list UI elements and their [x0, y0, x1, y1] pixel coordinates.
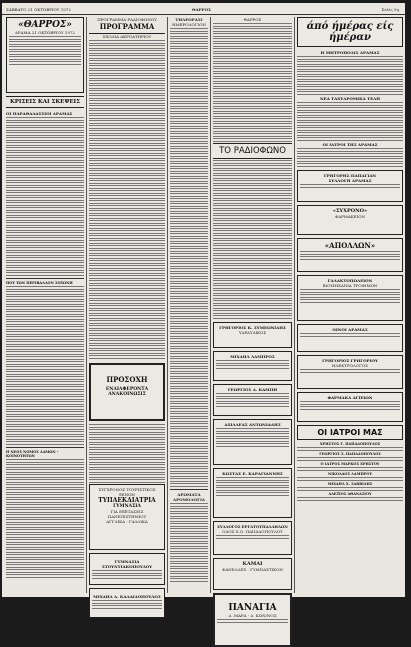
ad-kamai-sub: ΦΑΝΕΛΛΕΣ - ΓΥΜΝΑΣΤΙΚΟΝ: [222, 567, 283, 572]
news-1: Η ΜΗΤΡΟΠΟΛΙΣ ΔΡΑΜΑΣ: [320, 50, 380, 55]
ad1-small: ΣΥΓΧΡΟΝΟΣ ΤΟΥΡΙΣΤΙΚΟΣ ΞΕΝΩΝ: [98, 487, 156, 497]
doctors-title: ΟΙ ΙΑΤΡΟΙ ΜΑΣ: [297, 425, 403, 440]
header-date: ΣΑΒΒΑΤΟ 21 ΟΚΤΩΒΡΙΟΥ 1972: [6, 7, 71, 12]
box-papagian-title: ΓΡΗΓΟΡΗΣ ΠΑΠΑΓΙΑΝ: [323, 173, 377, 178]
daily-banner: άπό ήμέρας είς ήμέραν: [297, 17, 403, 47]
prosoxi-sub: ΕΝΔΙΑΦΕΡΟΝΤΑ ΑΝΑΚΟΙΝΩΣΙΣ: [105, 387, 149, 397]
ad-gregorios-gr-title: ΓΡΗΓΟΡΙΟΣ ΓΡΗΓΟΡΙΟΥ: [322, 358, 378, 363]
ad-galaktopolio: [297, 275, 403, 321]
masthead-sub: ΔΡΑΜΑ 21 ΟΚΤΩΒΡΙΟΥ 1972: [15, 30, 75, 35]
ad1-line-2: ΠΑΝΕΠΙΣΤΗΜΙΟΥ: [107, 514, 147, 519]
ad-club: [213, 521, 292, 555]
ad-kuklos-title: ΦΑΡΜΑΚΑ ΑΓΙΕΙΩΝ: [327, 395, 373, 400]
ad-kostas-title: ΚΩΣΤΑΣ Ε. ΚΑΡΑΓΙΑΝΝΗΣ: [222, 471, 283, 476]
program-sub: ΣΧΟΛΙΑ ΑΚΡΟΑΤΗΡΙΟΥ: [102, 34, 152, 39]
newspaper-page: [2, 3, 405, 618]
news-3: ΟΙ ΙΑΤΡΟΙ ΤΗΣ ΔΡΑΜΑΣ: [322, 142, 378, 147]
masthead-title: «ΘΑΡΡΟΣ»: [18, 20, 72, 30]
ad-georgios: [213, 384, 292, 416]
column-1: [6, 17, 84, 593]
news-2: ΝΕΑ ΤΑΧΥΔΡΟΜΙΚΑ ΤΕΛΗ: [319, 96, 380, 101]
ad-gregorios: [213, 322, 292, 348]
ad2-title: ΓΥΜΝΑΣΙΑ ΣΤΟΥΝΤΙΑΚΟΠΟΥΛΟΥ: [101, 559, 153, 569]
ad-kamai: [213, 558, 292, 590]
box-papagian-sub: ΣΥΛΛΟΓΗ ΔΡΑΜΑΣ: [328, 178, 372, 183]
ad-kuklos: [297, 392, 403, 422]
ad-michail-title: ΜΙΧΑΗΛ ΛΑΜΠΡΟΣ: [230, 354, 275, 359]
column-4: [213, 17, 292, 618]
tv-label: ΤΗΛΕΟΡΑΣΙ: [175, 17, 203, 22]
article-2-title: ΠΟΥ ΤΩΝ ΠΕΡΙΒΑΛΛΟΝ ΣΟΞΩΝΗ: [6, 281, 73, 285]
ad-michail: [213, 351, 292, 381]
calendar-label: ΗΜΕΡΟΛΟΓΙΟΝ: [172, 22, 206, 27]
ad-ouzeri-title: ΟΙΝΟΙ ΔΡΑΜΑΣ: [332, 327, 368, 332]
ad-panagia-title: ΠΑΝΑΓΙΑ: [228, 603, 277, 613]
col4-top-small: ΘΑΡΡΟΣ: [243, 17, 262, 22]
ad-box-3: [89, 588, 165, 618]
doctor-1: ΧΡΗΣΤΟΣ Γ. ΠΑΠΑΔΟΠΟΥΛΟΣ: [319, 442, 381, 446]
doctor-2: ΓΕΩΡΓΙΟΣ Σ. ΠΑΠΑΔΟΠΟΥΛΟΣ: [319, 452, 381, 456]
ad-gregorios-sub: ΥΔΡΑΥΛΙΚΟΣ: [238, 330, 267, 335]
ad-sychrono: [297, 205, 403, 235]
article-3-title: Η ΝΕΟΣ ΝΟΜΟΣ ΔΑΜΩΝ - ΚΟΙΝΟΤΗΤΩΝ: [6, 450, 59, 458]
ad-apollon: [297, 238, 403, 272]
ad1-line-3: ΑΓΓΛΙΚΑ - ΓΑΛΛΙΚΑ: [106, 519, 148, 524]
col3-footer-title: ΑΡΩΜΑΤΑ ΔΡΟΜΟΛΟΓΙΑ: [173, 492, 205, 502]
ad-sychrono-sub: ΦΑΡΜΑΚΕΙΟΝ: [334, 214, 366, 219]
doctor-6: ΑΛΕΞΙΟΣ ΑΘΑΝΑΣΙΟΥ: [328, 492, 372, 496]
doctor-4: ΝΙΚΟΛΑΟΣ ΛΑΜΠΡΟΥ: [328, 472, 372, 476]
ad-gregorios-gr-sub: ΗΛΕΚΤΡΟΛΟΓΟΣ: [332, 363, 368, 368]
ad-ouzeri: [297, 324, 403, 352]
ad-axilleas: [213, 419, 292, 465]
ad-panagia-sub: Δ. ΜΑΡΑ - Δ. ΚΩΝ/ΝΟΣ: [228, 613, 277, 618]
ad-sychrono-title: «ΣΥΧΡΟΝΟ»: [332, 208, 368, 214]
ad-club-sub: ΟΔΟΣ Χ.Ο. ΠΑΠΑΔΟΠΟΥΛΟΥ: [222, 529, 283, 534]
prosoxi-box: [89, 363, 165, 421]
column-2: [89, 17, 165, 599]
ad1-line-1: ΓΙΑ ΕΞΕΤΑΣΕΙΣ: [110, 509, 144, 514]
column-5: [297, 17, 403, 593]
ad3-title: ΜΙΧΑΗΛ Δ. ΚΑΛΑΙΔΟΠΟΥΛΟΣ: [93, 594, 161, 599]
ad-georgios-title: ΓΕΩΡΓΙΟΣ Δ. ΚΑΜΠΗ: [227, 387, 278, 392]
ad-galaktopolio-title: ΓΑΛΑΚΤΟΠΩΛΕΙΟΝ: [327, 278, 373, 283]
ad-panagia: [213, 593, 292, 647]
ad-box-2: [89, 553, 165, 585]
ad-gregorios-title: ΓΡΗΓΟΡΙΟΣ Κ. ΣΥΜΕΩΝΙΔΗΣ: [219, 325, 286, 330]
doctor-5: ΜΙΧΑΗΛ Χ. ΣΑΒΒΙΔΗΣ: [327, 482, 373, 486]
ad-axilleas-title: ΑΧΙΛΛΕΑΣ ΑΝΤΩΝΙΑΔΗΣ: [224, 422, 281, 427]
ad-galaktopolio-sub: ΒΙΟΜΗΧΑΝΙΑ ΤΡΟΦΙΜΩΝ: [322, 283, 378, 288]
radio-title: ΤΟ ΡΑΔΙΟΦΩΝΟ: [213, 143, 292, 159]
article-1-title: ΟΙ ΠΑΡΑΘΑΛΑΣΣΙΟΙ ΔΡΑΜΑΣ: [6, 111, 73, 116]
ad-apollon-title: «ΑΠΟΛΛΩΝ»: [324, 241, 376, 250]
ad1-title: ΤΥΠΑΕΚΔΙΑΤΡΙΑ: [98, 497, 156, 504]
ad-gregorios-gr: [297, 355, 403, 389]
program-top-small: ΠΡΟΓΡΑΜΜΑ ΡΑΔΙΟΦΩΝΟΥ: [97, 17, 157, 22]
doctor-3: Ο ΙΑΤΡΟΣ ΜΑΡΚΟΣ ΧΡΗΣΤΟΥ: [320, 462, 380, 466]
ad-kamai-title: ΚΑΜΑΙ: [242, 561, 263, 567]
ad-box-1: [89, 484, 165, 550]
prosoxi-title: ΠΡΟΣΟΧΗ: [106, 375, 148, 384]
header-name: ΘΑΡΡΟΣ: [192, 7, 211, 12]
page-header: [2, 5, 405, 15]
box-papagian: [297, 170, 403, 202]
masthead-box: [6, 17, 84, 93]
column-3: [170, 17, 208, 593]
section-title: ΚΡΙΣΕΙΣ ΚΑΙ ΣΚΕΨΕΙΣ: [6, 96, 84, 108]
ad1-sub: ΓΥΜΝΑΣΙΑ: [113, 504, 141, 509]
ad-club-title: ΣΥΛΛΟΓΟΣ ΕΡΓΑΤΟΥΠΑΛΛΗΛΩΝ: [217, 524, 288, 529]
program-title: ΠΡΟΓΡΑΜΜΑ: [89, 22, 165, 34]
header-page: Σελίς 5η: [381, 7, 399, 12]
ad-kostas: [213, 468, 292, 518]
